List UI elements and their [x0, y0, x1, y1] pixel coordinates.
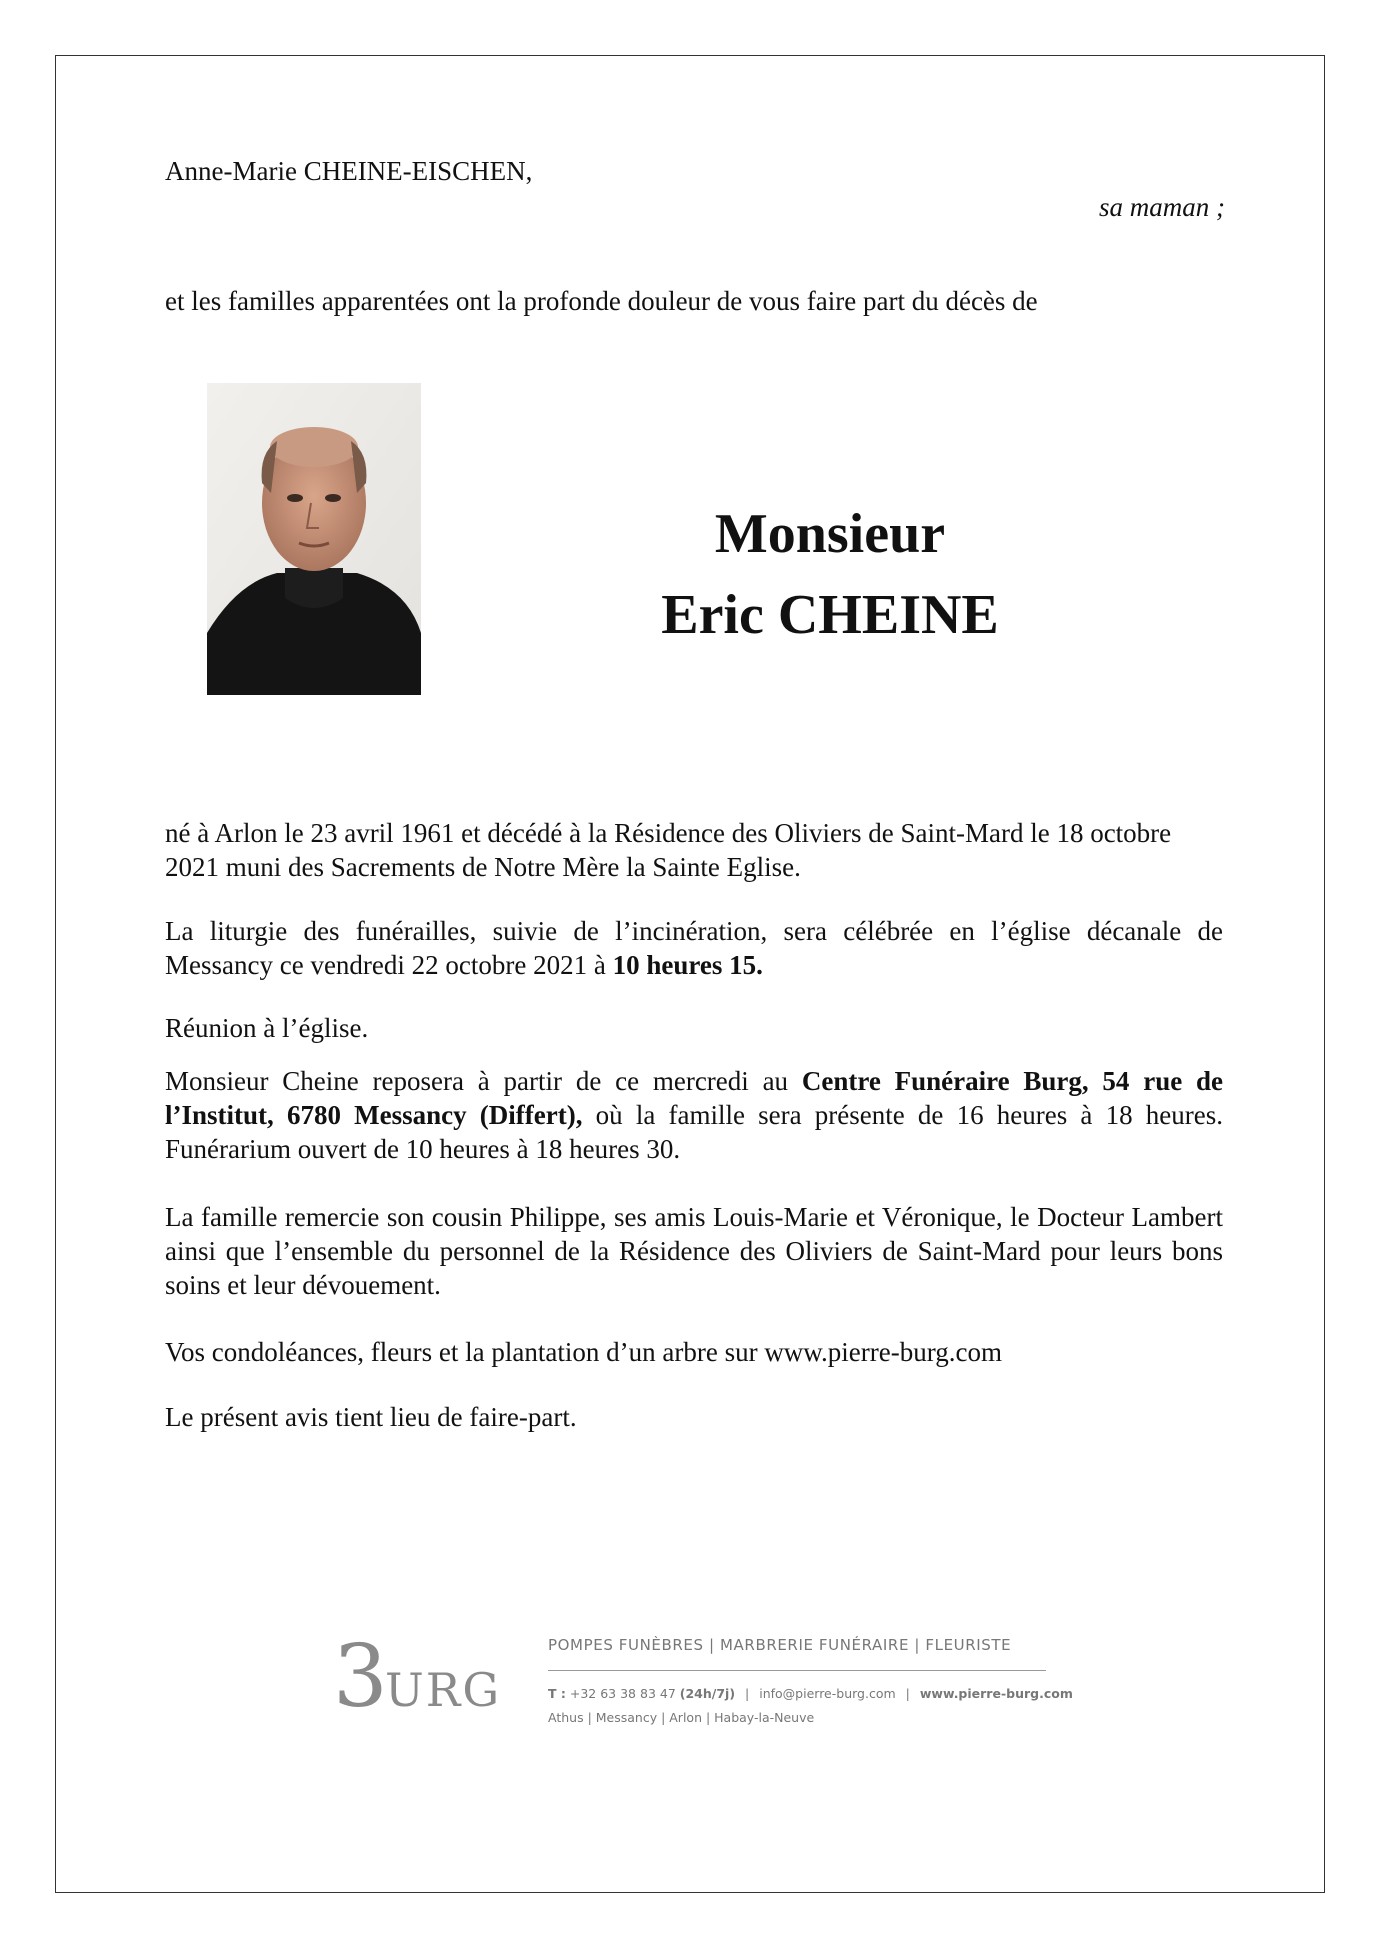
meeting-paragraph: Réunion à l’église.	[165, 1013, 369, 1043]
email-link[interactable]: info@pierre-burg.com	[759, 1686, 896, 1701]
phone-label: T :	[548, 1686, 566, 1701]
separator: |	[745, 1686, 750, 1701]
notice-paragraph: Le présent avis tient lieu de faire-part.	[165, 1402, 577, 1432]
birth-death-paragraph: né à Arlon le 23 avril 1961 et décédé à la Résidence des Oliviers de Saint-Mard le 18 octobre 2021 muni des Sacrements de Notre Mère la Sainte Eglise.	[165, 818, 1172, 882]
funeral-center-address: Centre Funéraire Burg, 54 rue de l’Institut, 6780 Messancy (Differt),	[165, 1066, 1223, 1130]
rest-text-start: Monsieur Cheine reposera à partir de ce mercredi au	[165, 1066, 802, 1096]
liturgy-text: La liturgie des funérailles, suivie de l’incinération, sera célébrée en l’église décanale de Messancy ce vendredi 22 octobre 2021 à	[165, 916, 1223, 980]
portrait-photo	[207, 383, 421, 695]
deceased-name: Eric CHEINE	[661, 584, 999, 646]
rest-text-end: où la famille sera présente de 16 heures à 18 heures. Funérarium ouvert de 10 heures à 18 heures 30.	[165, 1100, 1223, 1164]
liturgy-paragraph	[165, 914, 1223, 982]
locations-line: Athus | Messancy | Arlon | Habay-la-Neuve	[548, 1710, 815, 1725]
contact-line	[548, 1686, 1073, 1701]
svg-text:3: 3	[333, 1630, 388, 1726]
condolences-paragraph: Vos condoléances, fleurs et la plantation d’un arbre sur www.pierre-burg.com	[165, 1337, 1002, 1367]
phone-number: +32 63 38 83 47	[569, 1686, 676, 1701]
phone-hours: (24h/7j)	[679, 1686, 736, 1701]
liturgy-time: 10 heures 15.	[612, 950, 763, 980]
footer-divider	[548, 1670, 1046, 1671]
rest-paragraph	[165, 1064, 1223, 1166]
website-link[interactable]: www.pierre-burg.com	[919, 1686, 1073, 1701]
thanks-paragraph: La famille remercie son cousin Philippe, ses amis Louis-Marie et Véronique, le Docteur Lambert ainsi que l’ensemble du personnel de la Résidence des Oliviers de Saint-Mard pour leurs bons soins et leur dévouement.	[165, 1202, 1223, 1300]
sender-name: Anne-Marie CHEINE-EISCHEN,	[165, 156, 533, 186]
services-line: POMPES FUNÈBRES | MARBRERIE FUNÉRAIRE | FLEURISTE	[548, 1636, 1012, 1654]
deceased-title: Monsieur	[714, 503, 946, 565]
burg-logo	[333, 1630, 513, 1726]
separator: |	[905, 1686, 910, 1701]
relation-label: sa maman ;	[1099, 192, 1225, 222]
svg-text:URG: URG	[385, 1663, 502, 1717]
intro-text: et les familles apparentées ont la profonde douleur de vous faire part du décès de	[165, 286, 1038, 316]
